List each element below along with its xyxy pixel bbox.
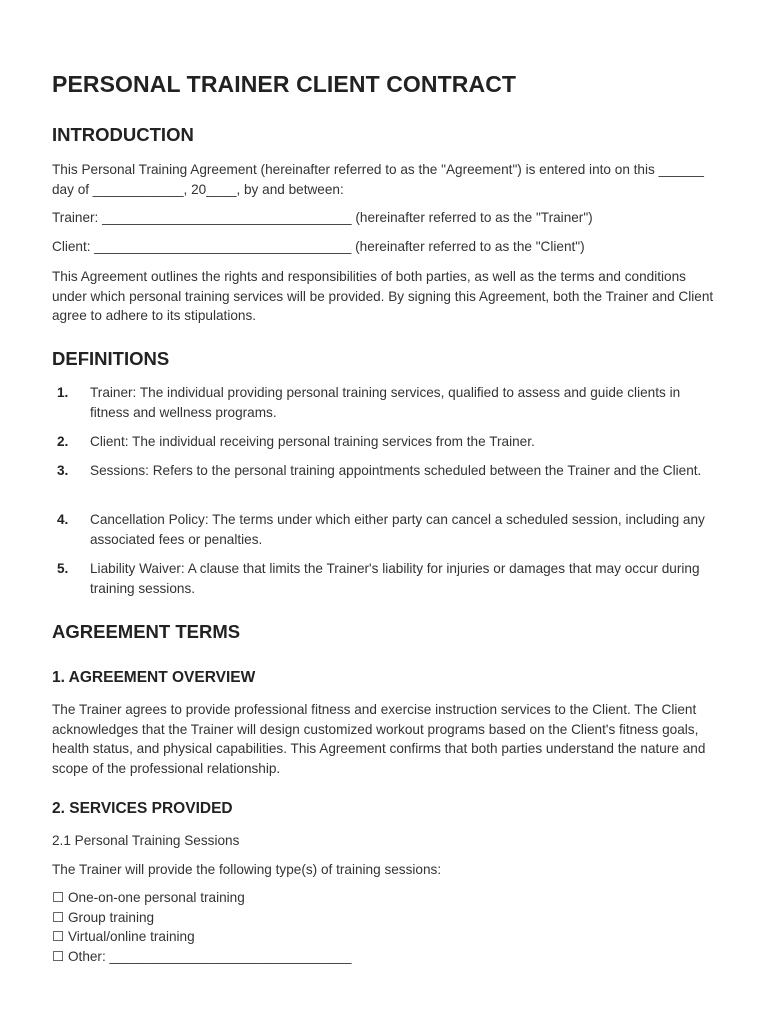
client-line: Client: __________________________________ (hereinafter referred to as the "Client")	[52, 239, 585, 254]
session-option-group[interactable]: ☐ Group training	[52, 909, 155, 925]
definitions-heading: DEFINITIONS	[52, 348, 170, 369]
document-title: PERSONAL TRAINER CLIENT CONTRACT	[52, 71, 517, 97]
definition-text: Client: The individual receiving personal training services from the Trainer.	[90, 434, 535, 449]
definition-item	[52, 559, 722, 598]
definition-number: 4.	[57, 512, 69, 527]
definition-item	[52, 432, 722, 452]
definition-number: 1.	[57, 385, 69, 400]
session-type-options	[52, 888, 351, 966]
introduction-summary: This Agreement outlines the rights and responsibilities of both parties, as well as the terms and conditions under which personal training services will be provided. By signing this Agreement, both the Trainer and Client agree to adhere to its stipulations.	[52, 269, 714, 323]
services-intro: The Trainer will provide the following type(s) of training sessions:	[52, 862, 442, 877]
definition-number: 5.	[57, 561, 69, 576]
services-subheading: 2.1 Personal Training Sessions	[52, 833, 240, 848]
definition-item	[52, 383, 722, 422]
services-provided-heading: 2. SERVICES PROVIDED	[52, 800, 233, 817]
definition-number: 2.	[57, 434, 69, 449]
agreement-overview-heading: 1. AGREEMENT OVERVIEW	[52, 669, 256, 686]
agreement-overview-text: The Trainer agrees to provide professional fitness and exercise instruction services to the Client. The Client acknowledges that the Trainer will design customized workout programs based on the Client's fitness goals, health status, and physical capabilities. This Agreement confirms that both parties understand the nature and scope of the professional relationship.	[52, 702, 706, 776]
definition-item	[52, 510, 722, 549]
definition-text: Trainer: The individual providing personal training services, qualified to assess and guide clients in fitness and wellness programs.	[90, 385, 681, 420]
session-option-other[interactable]: ☐ Other: ________________________________	[52, 948, 352, 964]
introduction-heading: INTRODUCTION	[52, 124, 194, 145]
definition-text: Sessions: Refers to the personal training appointments scheduled between the Trainer and the Client.	[90, 463, 702, 478]
session-option-virtual[interactable]: ☐ Virtual/online training	[52, 929, 195, 944]
definition-item	[52, 461, 722, 481]
session-option-one-on-one[interactable]: ☐ One-on-one personal training	[52, 890, 245, 905]
definition-number: 3.	[57, 463, 69, 478]
agreement-terms-heading: AGREEMENT TERMS	[52, 621, 241, 642]
definition-text: Cancellation Policy: The terms under which either party can cancel a scheduled session, including any associated fees or penalties.	[90, 512, 705, 547]
introduction-paragraph: This Personal Training Agreement (hereinafter referred to as the "Agreement") is entered into on this ______ day of ____________, 20____, by and between:	[52, 162, 704, 197]
trainer-line: Trainer: _________________________________ (hereinafter referred to as the "Trainer")	[52, 210, 593, 225]
definition-text: Liability Waiver: A clause that limits the Trainer's liability for injuries or damages that may occur during training sessions.	[90, 561, 700, 596]
